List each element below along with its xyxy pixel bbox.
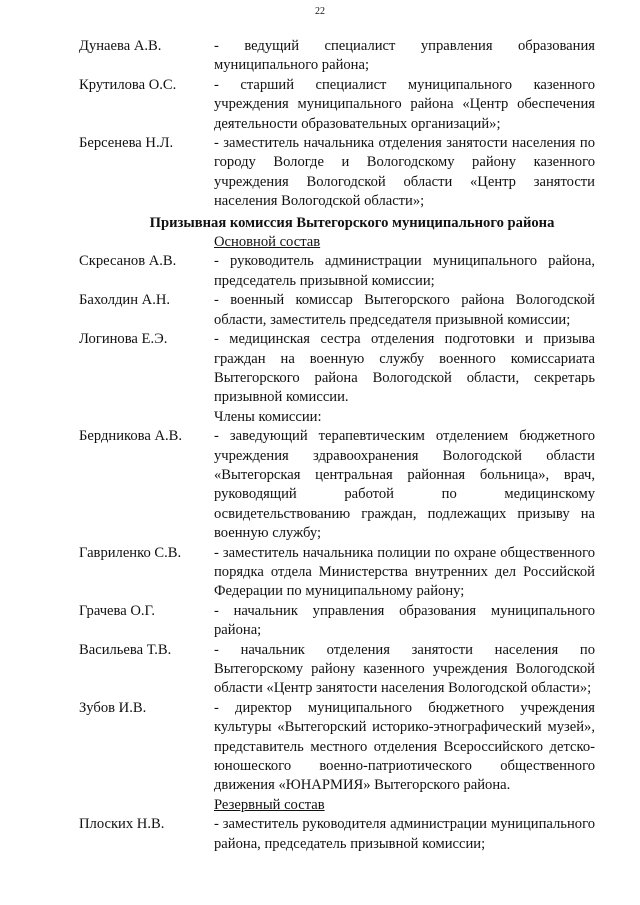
section-title-main <box>79 233 595 252</box>
list-item <box>79 291 595 330</box>
member-name: Крутилова О.С. <box>79 76 177 93</box>
list-item <box>79 330 595 408</box>
member-name: Васильева Т.В. <box>79 641 172 658</box>
member-position: - ведущий специалист управления образования муниципального района; <box>214 38 595 74</box>
member-name: Дунаева А.В. <box>79 38 162 54</box>
member-position: - заместитель начальника отделения занятости населения по городу Вологде и Вологодскому району казенного учреждения Вологодской области «Центр занятости населения Вологодской области»; <box>214 135 595 210</box>
member-name: Берсенева Н.Л. <box>79 135 174 152</box>
member-position: - начальник отделения занятости населения по Вытегорскому району казенного учреждения Вологодской области «Центр занятости населения Вологодской области»; <box>214 641 595 697</box>
member-position: - директор муниципального бюджетного учреждения культуры «Вытегорский историко-этнографический музей», представитель местного отделения Всероссийского детско-юношеского военно-патриотического общественного движения «ЮНАРМИЯ» Вытегорского района. <box>214 699 595 794</box>
section-title-members: Члены комиссии: <box>214 408 322 425</box>
member-name: Бердникова А.В. <box>79 428 183 445</box>
list-item <box>79 641 595 699</box>
member-name: Бахолдин А.Н. <box>79 292 171 309</box>
member-name: Зубов И.В. <box>79 699 147 716</box>
page-number: 22 <box>315 6 325 17</box>
list-item <box>79 37 595 76</box>
section-title-reserve-text: Резервный состав <box>214 796 325 813</box>
member-name: Плоских Н.В. <box>79 816 165 833</box>
member-position: - медицинская сестра отделения подготовки и призыва граждан на военную службу военного комиссариата Вытегорского района Вологодской области, секретарь призывной комиссии. <box>214 331 595 406</box>
member-name: Логинова Е.Э. <box>79 331 168 348</box>
list-item <box>79 427 595 543</box>
member-name: Скресанов А.В. <box>79 253 177 270</box>
member-position: - военный комиссар Вытегорского района Вологодской области, заместитель председателя призывной комиссии; <box>214 292 595 328</box>
member-position: - начальник управления образования муниципального района; <box>214 602 595 639</box>
list-item <box>79 602 595 641</box>
member-position: - заместитель начальника полиции по охране общественного порядка отдела Министерства внутренних дел Российской Федерации по муниципальному району; <box>214 544 595 600</box>
list-item <box>79 76 595 134</box>
member-name: Грачева О.Г. <box>79 602 155 619</box>
section-title-main-text: Основной состав <box>214 234 321 251</box>
member-position: - заместитель руководителя администрации муниципального района, председатель призывной комиссии; <box>214 816 595 852</box>
member-name: Гавриленко С.В. <box>79 544 182 561</box>
member-position: - руководитель администрации муниципального района, председатель призывной комиссии; <box>214 253 595 289</box>
commission-title: Призывная комиссия Вытегорского муниципального района <box>149 214 555 231</box>
document-body <box>79 37 595 854</box>
list-item <box>79 544 595 602</box>
list-item <box>79 252 595 291</box>
section-title-reserve <box>79 796 595 815</box>
member-position: - заведующий терапевтическим отделением бюджетного учреждения здравоохранения Вологодской области «Вытегорская центральная районная больница», врач, руководящий работой по медицинскому освидетельствованию граждан, подлежащих призыву на военную службу; <box>214 428 595 542</box>
list-item <box>79 134 595 212</box>
list-item <box>79 815 595 854</box>
list-item <box>79 699 595 796</box>
member-position: - старший специалист муниципального казенного учреждения муниципального района «Центр обеспечения деятельности образовательных организаций»; <box>214 76 595 132</box>
